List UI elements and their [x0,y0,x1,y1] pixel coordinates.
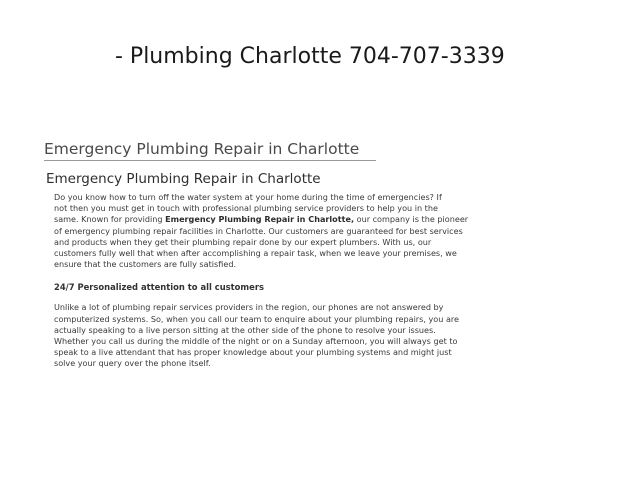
slide-title: - Plumbing Charlotte 704-707-3339 [115,44,505,69]
paragraph-support [54,302,500,369]
article-subheading: Emergency Plumbing Repair in Charlotte [46,171,321,187]
article-screenshot [44,140,504,370]
paragraph-line: ensure that the customers are fully satisfied. [54,259,237,270]
paragraph-line [54,214,500,225]
article-heading: Emergency Plumbing Repair in Charlotte [44,140,376,161]
paragraph-line: customers fully well that when after accomplishing a repair task, when we leave your premises, we [54,248,457,259]
paragraph-line: Whether you call us during the middle of the night or on a Sunday afternoon, you will always get to [54,336,458,347]
paragraph-line: not then you must get in touch with professional plumbing service providers to help you in the [54,203,438,214]
section-heading: 24/7 Personalized attention to all customers [54,282,264,293]
paragraph-line: and products when they get their plumbing repair done by our expert plumbers. With us, our [54,236,432,247]
paragraph-line: Do you know how to turn off the water system at your home during the time of emergencies? If [54,192,442,202]
paragraph-line: Unlike a lot of plumbing repair services providers in the region, our phones are not answered by [54,302,444,313]
paragraph-line: speak to a live attendant that has proper knowledge about your plumbing systems and might just [54,347,452,358]
bold-keyword: Emergency Plumbing Repair in Charlotte, [165,214,355,225]
paragraph-line: actually speaking to a live person sitting at the other side of the phone to resolve your issues. [54,324,436,335]
paragraph-line: solve your query over the phone itself. [54,358,211,369]
paragraph-text: our company is the pioneer [354,214,469,225]
paragraph-line: computerized systems. So, when you call our team to enquire about your plumbing repairs, you are [54,313,460,324]
paragraph-intro [54,192,500,270]
paragraph-text: same. Known for providing [54,214,166,225]
paragraph-line: of emergency plumbing repair facilities in Charlotte. Our customers are guaranteed for best services [54,225,463,236]
